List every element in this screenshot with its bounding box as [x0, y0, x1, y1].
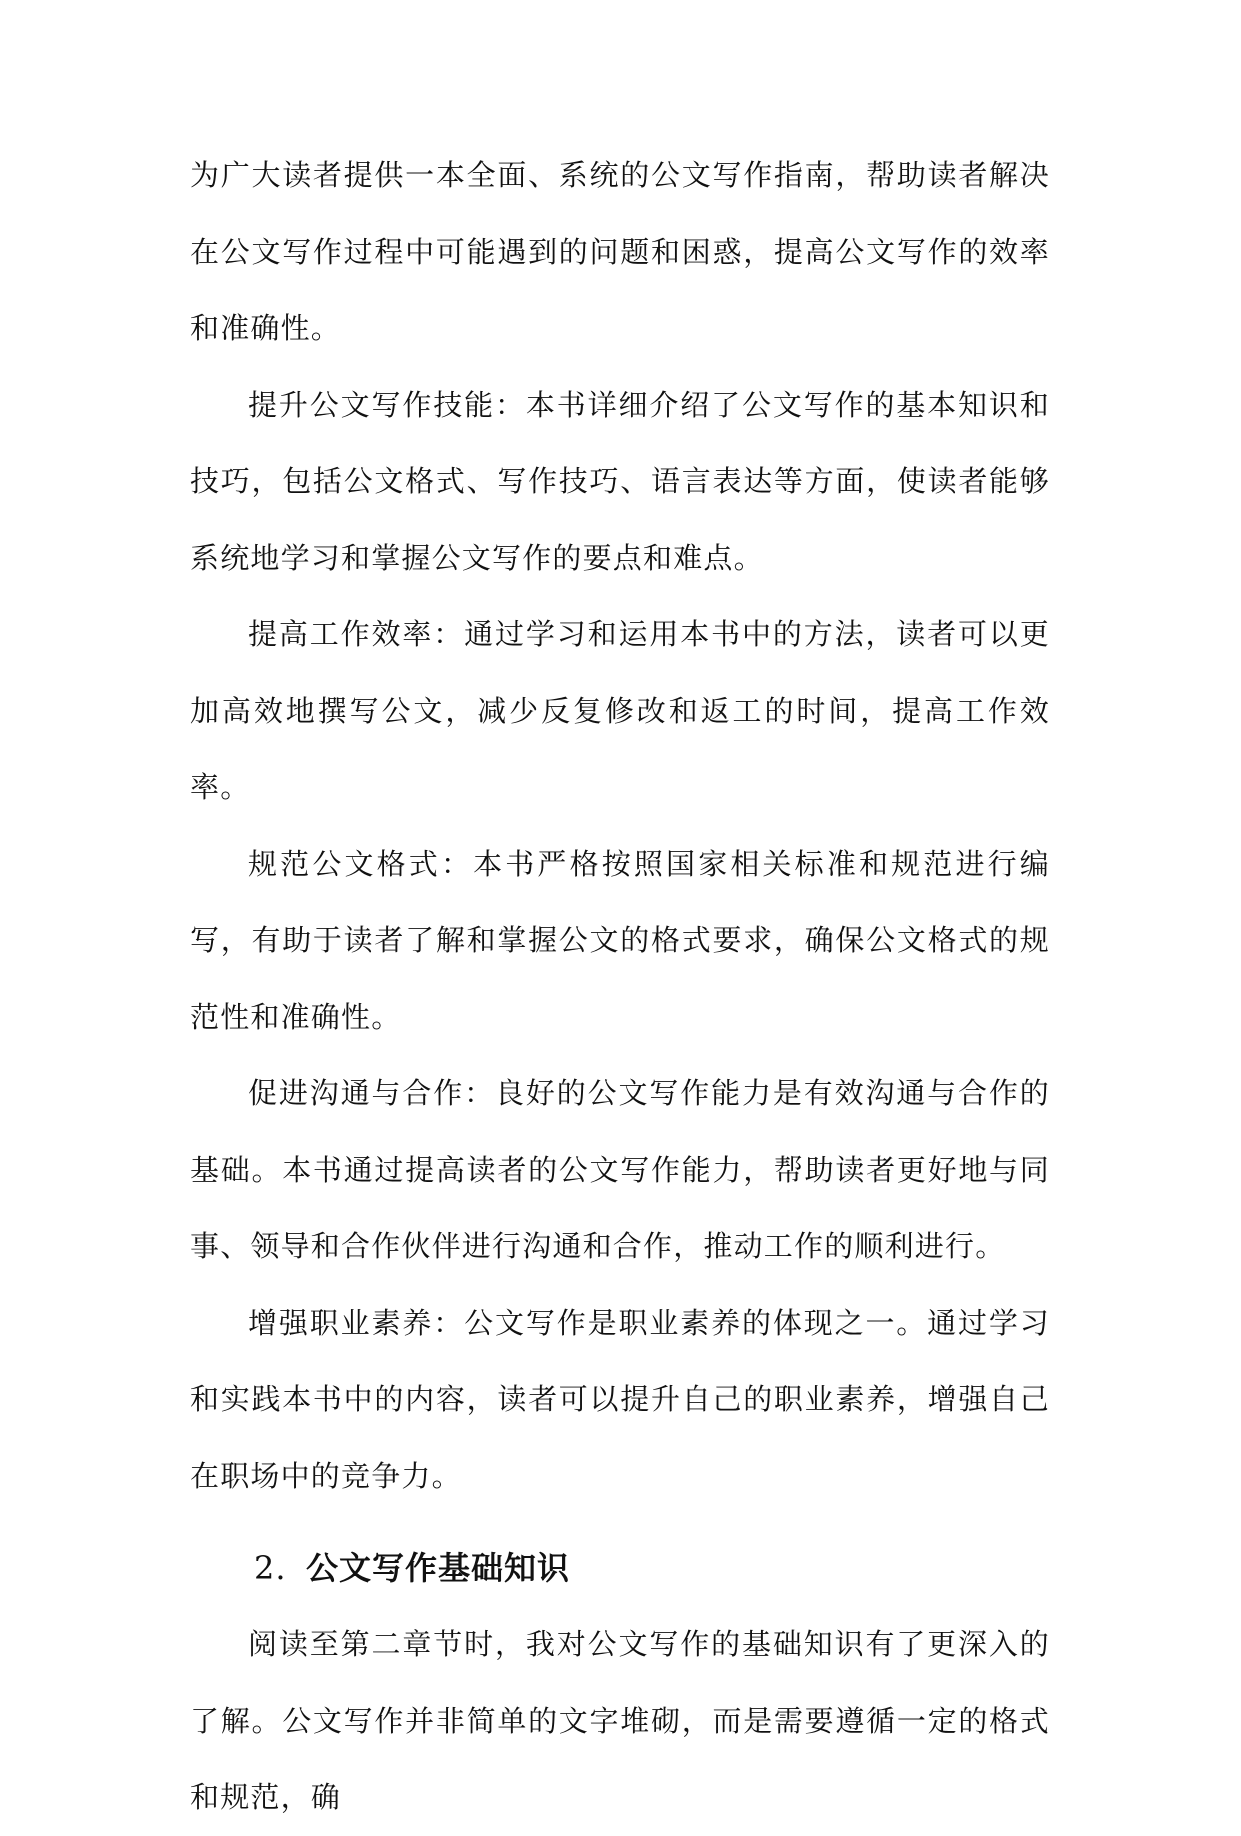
section-title: 公文写作基础知识	[306, 1549, 571, 1587]
paragraph-efficiency: 提高工作效率：通过学习和运用本书中的方法，读者可以更加高效地撰写公文，减少反复修改和返工的时间，提高工作效率。	[190, 617, 1050, 804]
document-body	[190, 137, 1050, 1836]
paragraph-intro: 为广大读者提供一本全面、系统的公文写作指南，帮助读者解决在公文写作过程中可能遇到的问题和困惑，提高公文写作的效率和准确性。	[190, 158, 1050, 345]
paragraph-skills: 提升公文写作技能：本书详细介绍了公文写作的基本知识和技巧，包括公文格式、写作技巧、语言表达等方面，使读者能够系统地学习和掌握公文写作的要点和难点。	[190, 387, 1050, 575]
section-number: 2.	[254, 1549, 287, 1587]
paragraph-format: 规范公文格式：本书严格按照国家相关标准和规范进行编写，有助于读者了解和掌握公文的格式要求，确保公文格式的规范性和准确性。	[190, 846, 1050, 1034]
paragraph-communication: 促进沟通与合作：良好的公文写作能力是有效沟通与合作的基础。本书通过提高读者的公文写作能力，帮助读者更好地与同事、领导和合作伙伴进行沟通和合作，推动工作的顺利进行。	[190, 1076, 1050, 1263]
paragraph-professionalism: 增强职业素养：公文写作是职业素养的体现之一。通过学习和实践本书中的内容，读者可以提升自己的职业素养，增强自己在职场中的竞争力。	[190, 1305, 1050, 1493]
paragraph-section-intro: 阅读至第二章节时，我对公文写作的基础知识有了更深入的了解。公文写作并非简单的文字堆砌，而是需要遵循一定的格式和规范，确	[190, 1627, 1050, 1814]
section-heading	[190, 1534, 1050, 1602]
